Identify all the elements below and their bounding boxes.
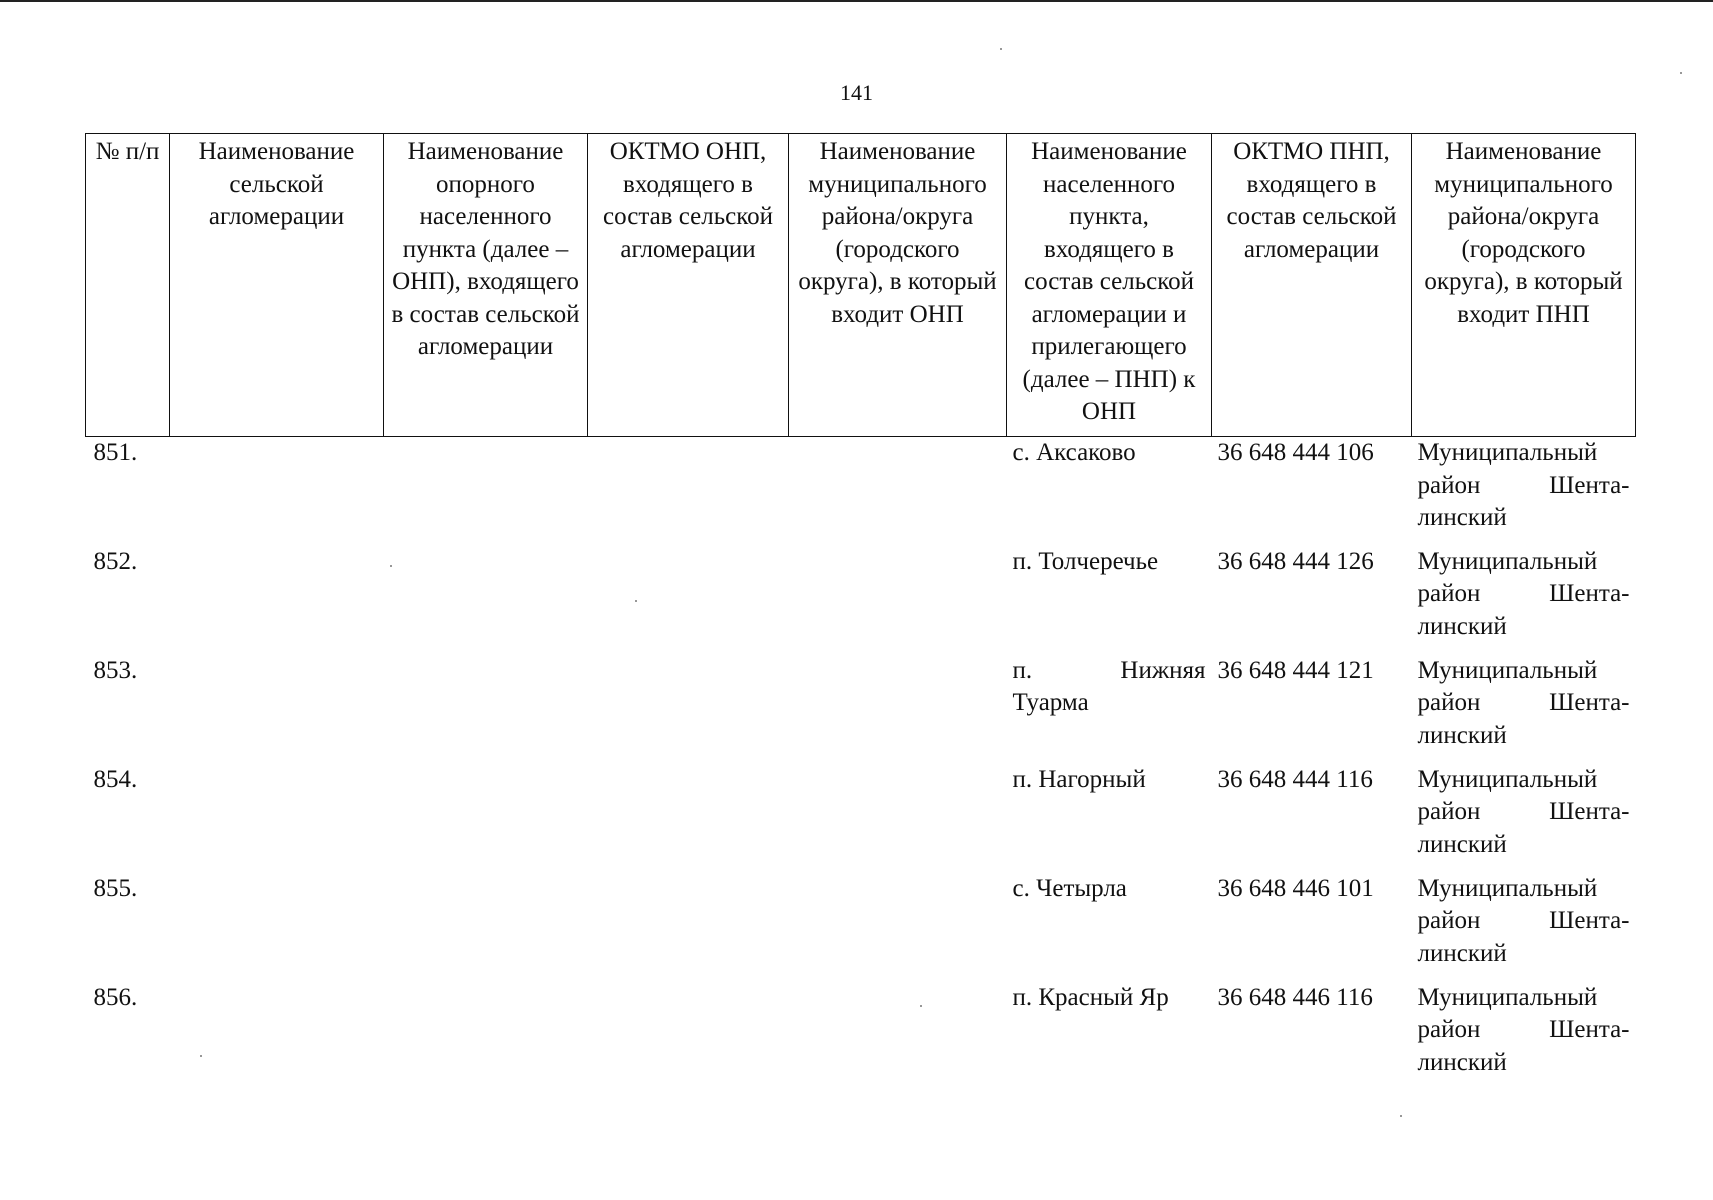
scan-speck: [390, 565, 392, 567]
header-pnp-name: Наименование населенного пункта, входящего в состав сельской агломерации и прилегающего (далее – ПНП) к ОНП: [1007, 134, 1212, 437]
row-agglomeration: [170, 437, 384, 546]
row-pnp-name: п. Нижняя Туарма: [1012, 656, 1206, 716]
row-pnp-district-line1: Муниципальный район Шента-: [1417, 656, 1630, 716]
header-number: № п/п: [86, 134, 170, 437]
row-pnp-district: [1412, 437, 1636, 546]
row-agglomeration: [170, 982, 384, 1091]
table-row: [86, 873, 1636, 982]
row-pnp-oktmo: 36 648 444 121: [1217, 656, 1374, 684]
row-number: 855.: [93, 874, 138, 902]
row-pnp-district-line1: Муниципальный район Шента-: [1417, 874, 1630, 934]
row-onp-district: [789, 873, 1007, 982]
row-pnp-oktmo: 36 648 444 106: [1217, 439, 1374, 466]
header-onp-oktmo: ОКТМО ОНП, входящего в состав сельской агломерации: [588, 134, 789, 437]
row-onp-district: [789, 764, 1007, 873]
row-onp-name: [384, 764, 588, 873]
table-row: [86, 982, 1636, 1091]
table-row: [86, 655, 1636, 764]
row-pnp-name: с. Четырла: [1012, 874, 1127, 902]
row-onp-district: [789, 546, 1007, 655]
scan-speck: [1680, 72, 1682, 74]
row-pnp-oktmo: 36 648 446 101: [1217, 874, 1374, 902]
page-number: 141: [840, 80, 873, 105]
row-pnp-district: [1412, 873, 1636, 982]
scan-speck: [635, 600, 637, 602]
row-onp-oktmo: [588, 546, 789, 655]
row-pnp-district-line2: линский: [1417, 504, 1507, 531]
row-onp-district: [789, 437, 1007, 546]
row-onp-name: [384, 546, 588, 655]
table-row: [86, 764, 1636, 873]
header-onp-name: Наименование опорного населенного пункта (далее – ОНП), входящего в состав сельской агломерации: [384, 134, 588, 437]
row-pnp-district-line2: линский: [1417, 721, 1507, 749]
row-onp-oktmo: [588, 982, 789, 1091]
header-pnp-oktmo: ОКТМО ПНП, входящего в состав сельской агломерации: [1212, 134, 1412, 437]
row-pnp-district-line2: линский: [1417, 1048, 1507, 1076]
header-onp-district: Наименование муниципального района/округа (городского округа), в который входит ОНП: [789, 134, 1007, 437]
row-agglomeration: [170, 655, 384, 764]
top-rule: [0, 0, 1713, 2]
scan-speck: [200, 1055, 202, 1057]
row-pnp-name: п. Нагорный: [1012, 765, 1146, 793]
row-onp-name: [384, 873, 588, 982]
scan-speck: [920, 1005, 922, 1007]
table-row: [86, 437, 1636, 546]
row-pnp-name: с. Аксаково: [1012, 439, 1136, 466]
row-pnp-district: [1412, 655, 1636, 764]
row-pnp-district-line1: Муниципальный район Шента-: [1417, 439, 1630, 499]
row-pnp-district: [1412, 764, 1636, 873]
row-agglomeration: [170, 764, 384, 873]
scan-speck: [1400, 1115, 1402, 1117]
row-onp-name: [384, 982, 588, 1091]
row-pnp-district-line1: Муниципальный район Шента-: [1417, 983, 1630, 1043]
table-row: [86, 546, 1636, 655]
row-pnp-district-line2: линский: [1417, 830, 1507, 858]
row-agglomeration: [170, 873, 384, 982]
row-number: 856.: [93, 983, 138, 1011]
row-pnp-oktmo: 36 648 444 126: [1217, 547, 1374, 575]
row-number: 853.: [93, 656, 138, 684]
header-pnp-district: Наименование муниципального района/округа (городского округа), в который входит ПНП: [1412, 134, 1636, 437]
row-number: 852.: [93, 547, 138, 575]
row-onp-district: [789, 655, 1007, 764]
row-agglomeration: [170, 546, 384, 655]
row-pnp-name: п. Толчеречье: [1012, 547, 1159, 575]
row-onp-name: [384, 655, 588, 764]
scan-speck: [1000, 48, 1002, 50]
row-number: 851.: [93, 439, 138, 466]
row-onp-district: [789, 982, 1007, 1091]
row-pnp-district-line1: Муниципальный район Шента-: [1417, 547, 1630, 607]
row-pnp-district-line2: линский: [1417, 612, 1507, 640]
row-onp-name: [384, 437, 588, 546]
row-onp-oktmo: [588, 655, 789, 764]
row-pnp-oktmo: 36 648 444 116: [1217, 765, 1373, 793]
row-pnp-name: п. Красный Яр: [1012, 983, 1169, 1011]
row-pnp-district: [1412, 982, 1636, 1091]
row-pnp-oktmo: 36 648 446 116: [1217, 983, 1373, 1011]
row-onp-oktmo: [588, 437, 789, 546]
row-onp-oktmo: [588, 873, 789, 982]
row-pnp-district: [1412, 546, 1636, 655]
agglomeration-table: [85, 133, 1636, 1091]
table-header-row: [86, 134, 1636, 437]
header-agglomeration: Наименование сельской агломерации: [170, 134, 384, 437]
row-onp-oktmo: [588, 764, 789, 873]
row-pnp-district-line2: линский: [1417, 939, 1507, 967]
row-pnp-district-line1: Муниципальный район Шента-: [1417, 765, 1630, 825]
row-number: 854.: [93, 765, 138, 793]
